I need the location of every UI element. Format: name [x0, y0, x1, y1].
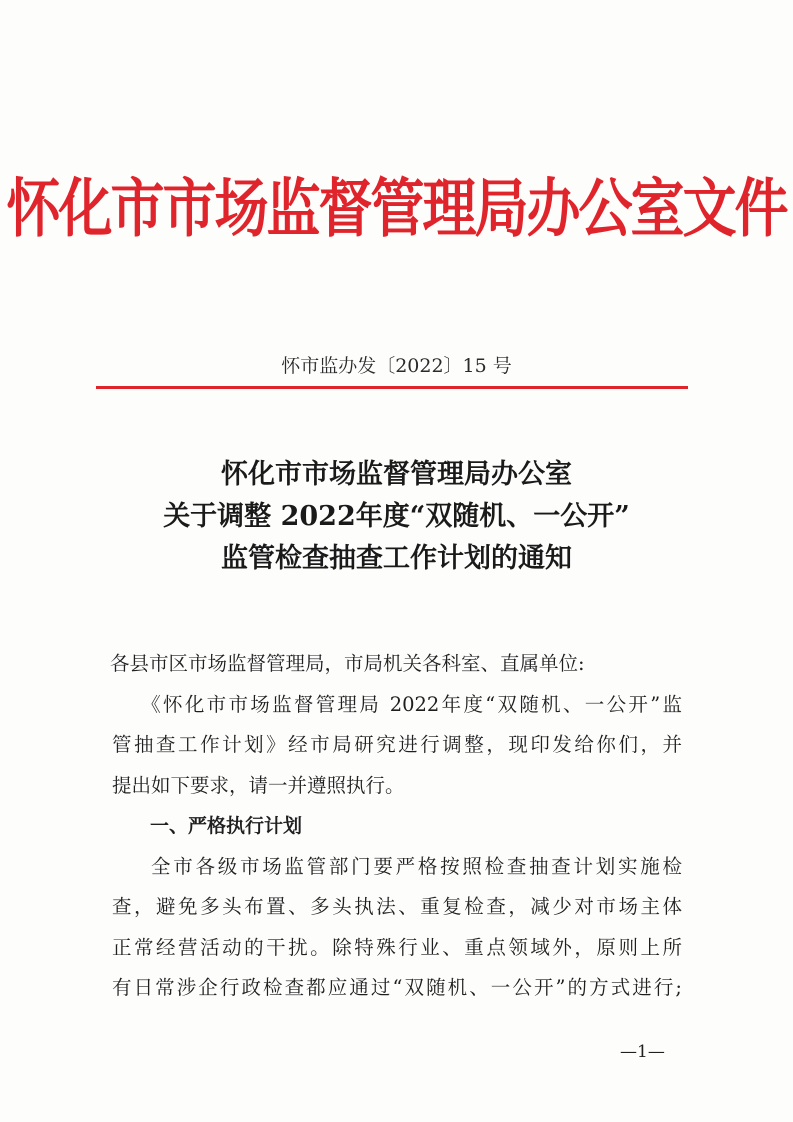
- paragraph-2-line-4: 有日常涉企行政检查都应通过“双随机、一公开”的方式进行;: [112, 976, 682, 999]
- document-body: [112, 644, 682, 1009]
- red-separator-line: [96, 386, 688, 389]
- notice-title-line-1: 怀化市市场监督管理局办公室: [221, 459, 572, 490]
- section-1-heading: 一、严格执行计划: [150, 815, 303, 837]
- document-header-title: 怀化市市场监督管理局办公室文件: [6, 171, 787, 246]
- paragraph-2-line-1: 全市各级市场监管部门要严格按照检查抽查计划实施检: [151, 854, 682, 878]
- paragraph-2-line-2: 查，避免多头布置、多头执法、重复检查，减少对市场主体: [112, 895, 682, 918]
- paragraph-2-line-3: 正常经营活动的干扰。除特殊行业、重点领域外，原则上所: [112, 935, 682, 959]
- document-number: 怀市监办发〔2022〕15 号: [281, 355, 512, 377]
- paragraph-1-line-3: 提出如下要求，请一并遵照执行。: [112, 773, 405, 797]
- notice-title: [0, 454, 793, 580]
- salutation: 各县市区市场监督管理局，市局机关各科室、直属单位:: [110, 652, 585, 675]
- page-number: —1—: [620, 1042, 665, 1062]
- notice-title-line-2: 关于调整 2022年度“双随机、一公开”: [163, 501, 630, 532]
- notice-title-line-3: 监管检查抽查工作计划的通知: [221, 543, 572, 574]
- paragraph-1-line-1: 《怀化市市场监督管理局 2022年度“双随机、一公开”监: [141, 692, 682, 716]
- paragraph-1-line-2: 管抽查工作计划》经市局研究进行调整，现印发给你们，并: [112, 733, 682, 756]
